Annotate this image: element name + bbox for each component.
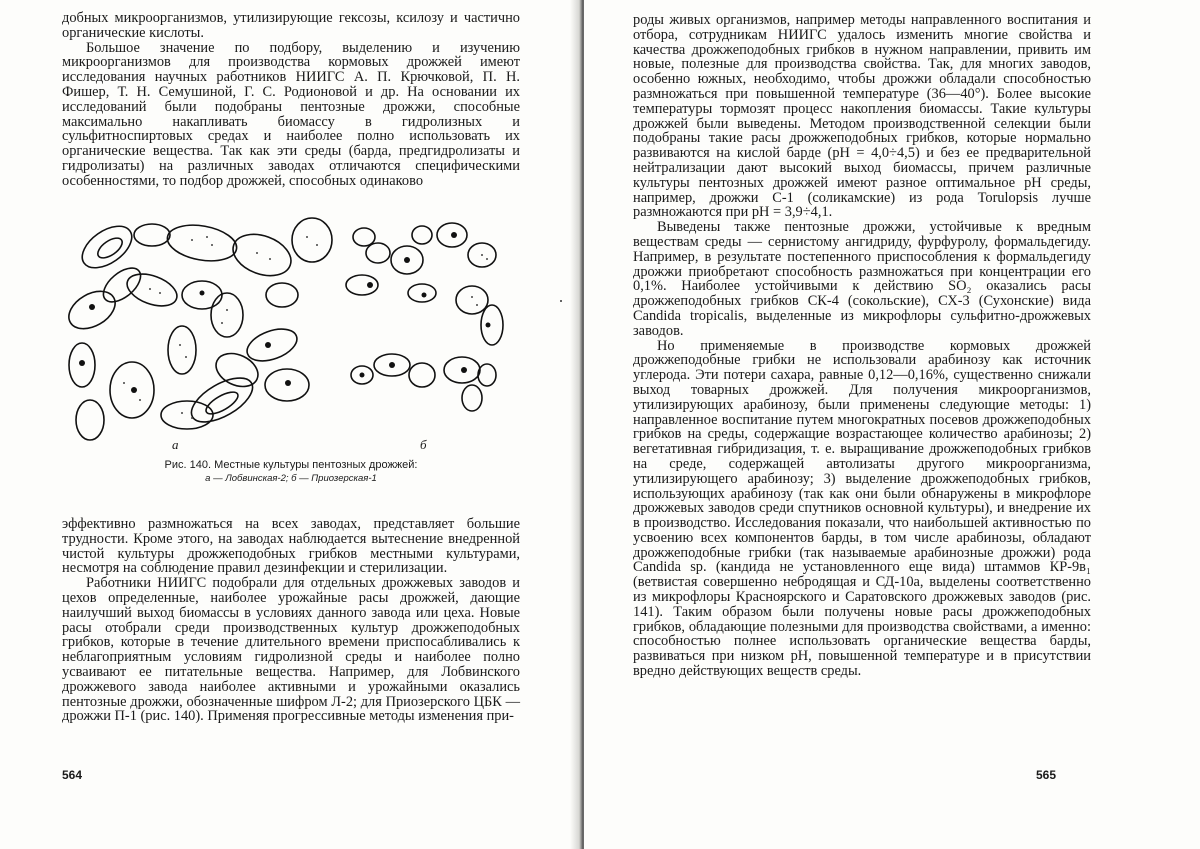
right-page (584, 0, 1200, 849)
yeast-cells-illustration (62, 215, 520, 455)
page-number-left: 564 (62, 768, 83, 782)
figure-140 (62, 215, 520, 485)
paragraph: добных микроорганизмов, утилизирующие гексозы, ксилозу и частично органические кислоты. (62, 10, 520, 41)
scan-speck (560, 300, 562, 302)
paragraph: Большое значение по подбору, выделению и изучению микроорганизмов для производства кормовых дрожжей имеют исследования научных работников НИИГС А. П. Крючковой, П. Н. Фишер, Т. Н. Семушиной, Г. С. Родионовой и др. На основании их исследований были подобраны пентозные дрожжи, способные максимально накапливать биомассу в гидролизных и сульфитноспиртовых средах и наиболее полно использовать их органические вещества. Так как эти среды (барда, предгидролизаты и гидролизаты) на различных заводах отличаются специфическими особенностями, то подбор дрожжей, способных одинаково (62, 39, 520, 189)
paragraph: Работники НИИГС подобрали для отдельных дрожжевых заводов и цехов определенные, наиболее урожайные расы дрожжей, дающие наилучший выход биомассы в условиях данного завода или цеха. Новые расы отобрали среди производственных культур дрожжеподобных грибков, которые в течение длительного времени приспосабливались к неблагоприятным условиям гидролизной среды и наиболее полно усваивают ее питательные вещества. Например, для Лобвинского дрожжевого завода наиболее активными и урожайными оказались пентозные дрожжи, обозначенные шифром Л-2; для Приозерского ЦБК — дрожжи П-1 (рис. 140). Применяя прогрессивные методы изменения при- (62, 575, 520, 725)
left-bottom-text (62, 517, 520, 724)
paragraph: Но применяемые в производстве кормовых дрожжей дрожжеподобные грибки не использовали арабинозу как источник углерода. Эти потери сахара, равные 0,12—0,16%, существенно снижали выход товарных дрожжей. Для получения микроорганизмов, утилизирующих арабинозу, были применены следующие методы: 1) направленное воспитание путем многократных посевов дрожжеподобных грибков на среды, содержащие возрастающее количество арабинозы; 2) вегетативная гибридизация, т. е. выращивание дрожжеподобных грибков на среде, содержащей автолизаты другого микроорганизма, утилизирующего арабинозу; 3) выделение дрожжеподобных грибков, использующих арабинозу (так как они были обнаружены в микрофлоре дрожжевых заводов среди спутников основной культуры), и внедрение их в производство. Исследования показали, что наибольшей активностью по усвоению всех компонентов барды, в том числе арабинозы, обладают дрожжеподобные грибки (так называемые арабинозные дрожжи) рода Candida sp. (кандида не установленного еще вида) штаммов КР-9в₁ (ветвистая совершенно небродящая и СД-10а, выделены соответственно из микрофлоры Красноярского и Саратовского дрожжевых заводов (рис. 141). Таким образом были получены новые расы дрожжеподобных грибков, обладающие полезными для производства свойствами, а именно: способностью полнее использовать органические вещества барды, развиваться при низком pH, повышенной температуре и в присутствии вредно действующих веществ среды. (633, 337, 1091, 680)
figure-label-b: б (420, 437, 427, 452)
paragraph: эффективно размножаться на всех заводах, представляет большие трудности. Кроме этого, на заводах наблюдается вытеснение внедренной чистой культуры дрожжеподобных грибков местными культурами, несмотря на соблюдение правил дезинфекции и стерилизации. (62, 516, 520, 577)
paragraph: Выведены также пентозные дрожжи, устойчивые к вредным веществам среды — сернистому ангидриду, фурфуролу, формальдегиду. Например, в результате постепенного приспособления к формальдегиду дрожжи приобретают способность размножаться при концентрации его 0,1%. Наиболее устойчивыми к действию SO₂ оказались расы дрожжеподобных грибков СК-4 (сокольские), СХ-3 (Сухонские) вида Candida tropicalis, выделенные из микрофлоры сульфитно-дрожжевых заводов. (633, 219, 1091, 339)
right-text (633, 13, 1091, 679)
left-page (0, 0, 578, 849)
caption-title: Рис. 140. Местные культуры пентозных дрожжей: (164, 459, 418, 471)
page-number-right: 565 (1036, 768, 1057, 782)
figure-caption (62, 459, 520, 485)
paragraph: роды живых организмов, например методы направленного воспитания и отбора, сотрудникам НИИГС удалось изменить многие свойства и качества дрожжеподобных грибков в нужном направлении, привить им новые, полезные для производства свойства. Так, для многих заводов, особенно южных, необходимо, чтобы дрожжи обладали способностью размножаться при повышенной температуре (36—40°). Более высокие температуры тормозят процесс накопления биомассы. Такие культуры дрожжей были выведены. Методом производственной селекции были подобраны такие расы дрожжеподобных грибков, которые нормально развиваются на кислой барде (pH = 4,0÷4,5) и без ее предварительной нейтрализации дают высокий выход биомассы, причем различные культуры пентозных дрожжей имеют разное оптимальное pH среды, например, дрожжи С-1 (соликамские) из рода Torulopsis лучше размножаются при pH = 3,9÷4,1. (633, 12, 1091, 221)
caption-legend: а — Лобвинская-2; б — Приозерская-1 (205, 473, 377, 484)
figure-label-a: а (172, 437, 179, 452)
left-top-text (62, 11, 520, 189)
